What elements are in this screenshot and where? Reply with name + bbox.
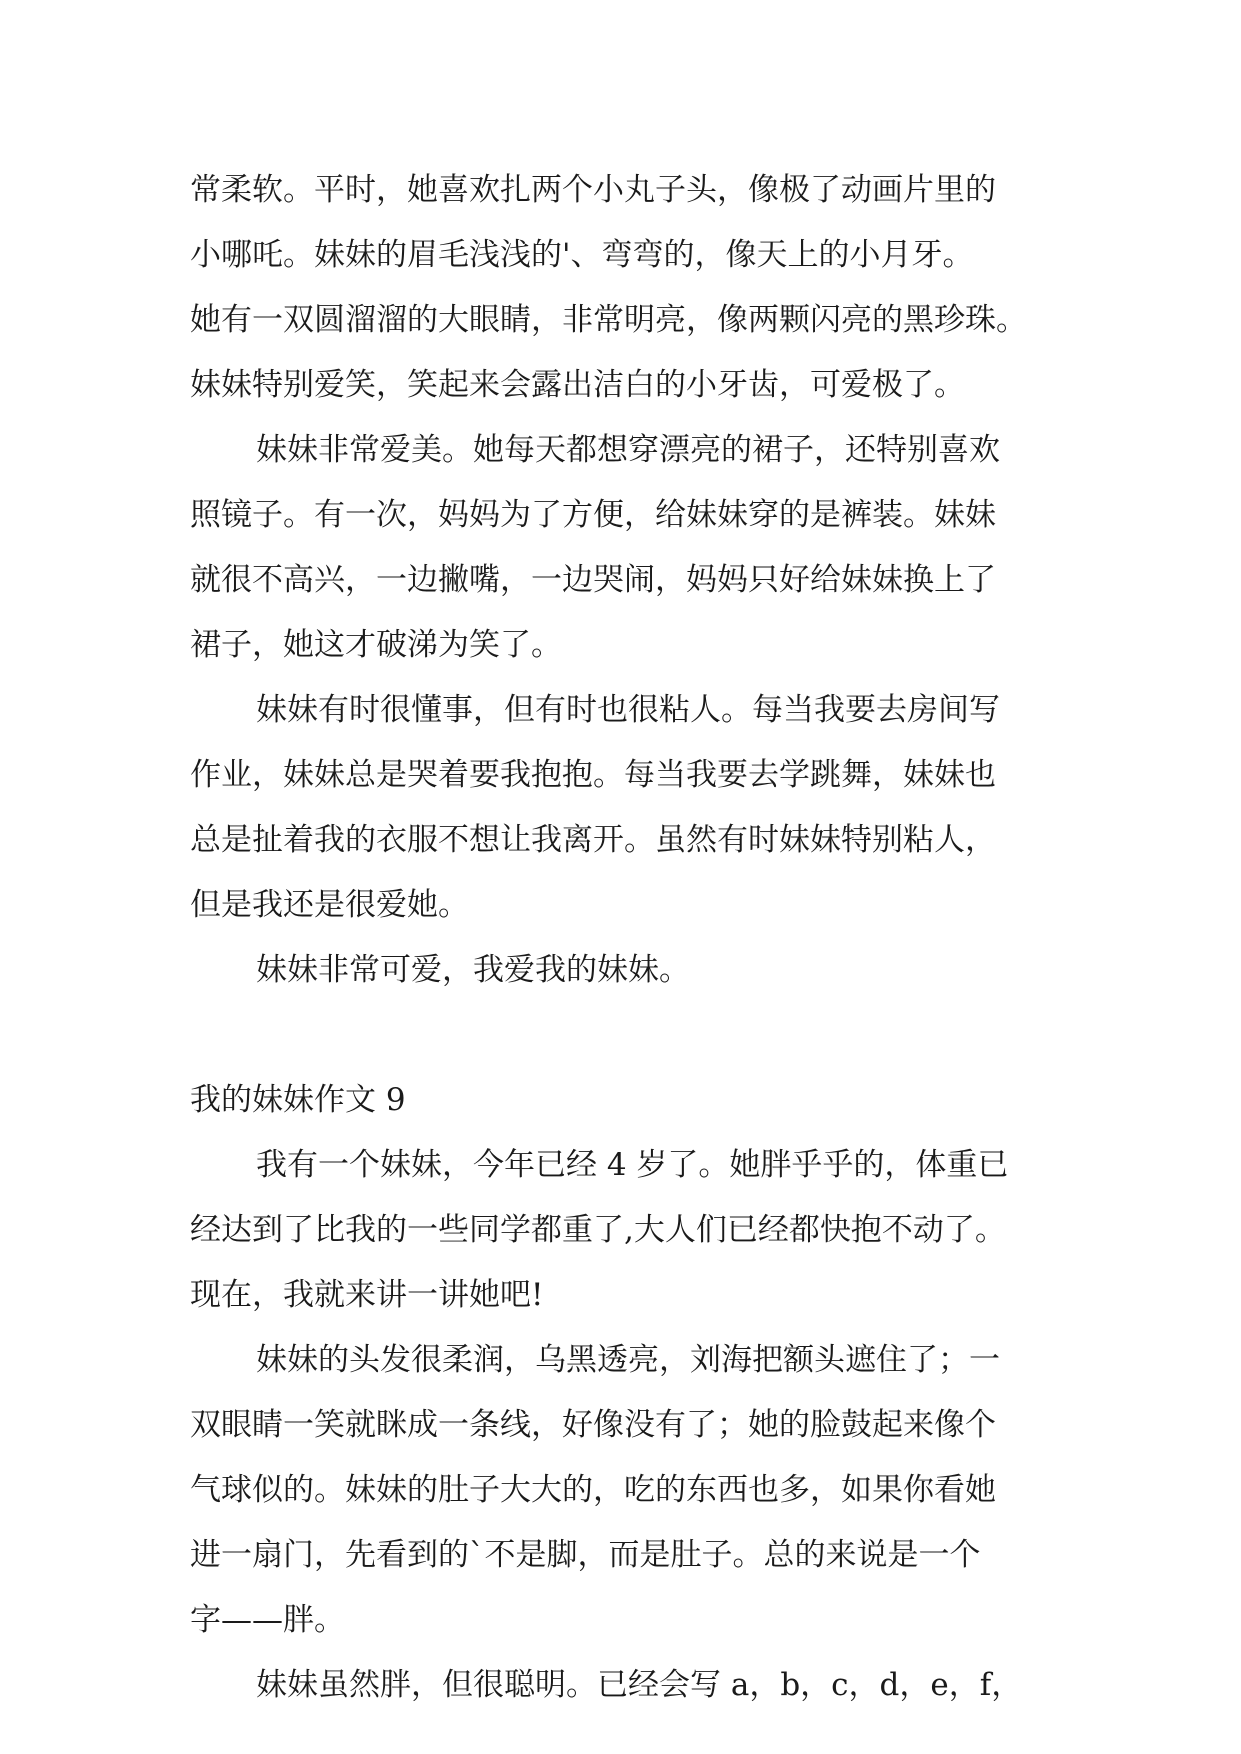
text-line: 进一扇门，先看到的`不是脚，而是肚子。总的来说是一个 — [190, 1537, 981, 1573]
text-line: 妹妹非常可爱，我爱我的妹妹。 — [256, 952, 690, 988]
text-line: 妹妹的头发很柔润，乌黑透亮，刘海把额头遮住了；一 — [256, 1342, 1000, 1378]
text-line: 常柔软。平时，她喜欢扎两个小丸子头，像极了动画片里的 — [190, 172, 996, 208]
section-heading: 我的妹妹作文 9 — [190, 1082, 406, 1118]
text-line: 妹妹特别爱笑，笑起来会露出洁白的小牙齿，可爱极了。 — [190, 367, 965, 403]
text-line: 妹妹虽然胖，但很聪明。已经会写 a，b，c，d，e，f， — [256, 1667, 1023, 1703]
paragraph — [190, 418, 1070, 678]
paragraph — [190, 678, 1070, 938]
paragraph — [190, 938, 1070, 1003]
text-line: 我有一个妹妹，今年已经 4 岁了。她胖乎乎的，体重已 — [256, 1147, 1009, 1183]
text-line: 她有一双圆溜溜的大眼睛，非常明亮，像两颗闪亮的黑珍珠。 — [190, 302, 1027, 338]
text-line: 现在，我就来讲一讲她吧! — [190, 1277, 544, 1313]
document-body — [190, 158, 1070, 1718]
text-line: 照镜子。有一次，妈妈为了方便，给妹妹穿的是裤装。妹妹 — [190, 497, 996, 533]
text-line: 但是我还是很爱她。 — [190, 887, 469, 923]
text-line: 妹妹非常爱美。她每天都想穿漂亮的裙子，还特别喜欢 — [256, 432, 1000, 468]
text-line: 双眼睛一笑就眯成一条线，好像没有了；她的脸鼓起来像个 — [190, 1407, 996, 1443]
text-line: 裙子，她这才破涕为笑了。 — [190, 627, 562, 663]
paragraph — [190, 1328, 1070, 1653]
paragraph — [190, 1133, 1070, 1328]
text-line: 气球似的。妹妹的肚子大大的，吃的东西也多，如果你看她 — [190, 1472, 996, 1508]
text-line: 经达到了比我的一些同学都重了,大人们已经都快抱不动了。 — [190, 1212, 1006, 1248]
paragraph — [190, 1653, 1070, 1718]
section-gap — [190, 1003, 1070, 1068]
text-line: 妹妹有时很懂事，但有时也很粘人。每当我要去房间写 — [256, 692, 1000, 728]
text-line: 字——胖。 — [190, 1602, 345, 1638]
text-line: 总是扯着我的衣服不想让我离开。虽然有时妹妹特别粘人， — [190, 822, 996, 858]
text-line: 作业，妹妹总是哭着要我抱抱。每当我要去学跳舞，妹妹也 — [190, 757, 996, 793]
paragraph — [190, 158, 1070, 418]
text-line: 就很不高兴，一边撇嘴，一边哭闹，妈妈只好给妹妹换上了 — [190, 562, 996, 598]
text-line: 小哪吒。妹妹的眉毛浅浅的'、弯弯的，像天上的小月牙。 — [190, 237, 974, 273]
